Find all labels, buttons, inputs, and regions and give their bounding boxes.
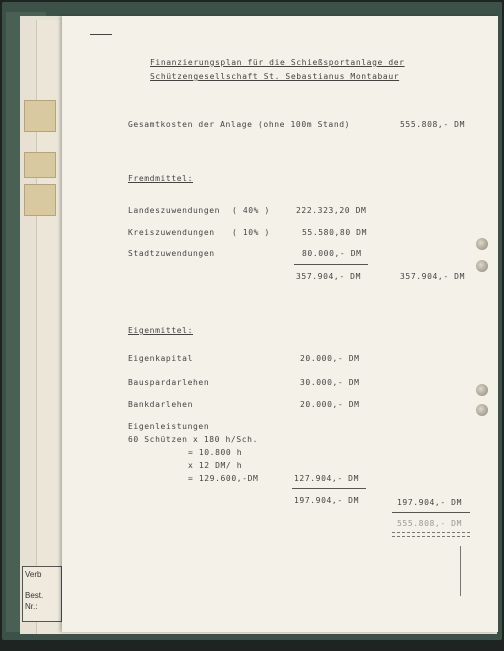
eigen-carry: 197.904,- DM (397, 498, 462, 507)
index-tab (24, 152, 56, 178)
document-page (62, 16, 498, 632)
pencil-mark (90, 34, 112, 35)
fremd-value: 80.000,- DM (302, 249, 362, 258)
title-line-2: Schützengesellschaft St. Sebastianus Montabaur (150, 72, 400, 81)
folder-label (22, 566, 62, 622)
sum-line (294, 264, 368, 265)
punch-hole (476, 238, 488, 250)
fremd-label: Landeszuwendungen (128, 206, 221, 215)
eigen-value: 20.000,- DM (300, 400, 360, 409)
punch-hole (476, 260, 488, 272)
grand-total: 555.808,- DM (397, 519, 462, 528)
calc-line: = 10.800 h (188, 448, 243, 457)
fremd-carry: 357.904,- DM (400, 272, 465, 281)
calc-line: = 129.600,-DM (188, 474, 259, 483)
eigenleistungen-label: Eigenleistungen (128, 422, 210, 431)
eigen-label: Eigenkapital (128, 354, 193, 363)
eigen-label: Bauspardarlehen (128, 378, 210, 387)
calc-line: 60 Schützen x 180 h/Sch. (128, 435, 258, 444)
double-rule (392, 532, 470, 537)
fremd-label: Stadtzuwendungen (128, 249, 215, 258)
index-tab (24, 184, 56, 216)
folder-label-line: Verb (25, 570, 42, 579)
eigen-value: 20.000,- DM (300, 354, 360, 363)
pen-mark (460, 546, 461, 596)
fremd-subtotal: 357.904,- DM (296, 272, 361, 281)
fremd-value: 222.323,20 DM (296, 206, 367, 215)
sum-line (292, 488, 366, 489)
fremd-value: 55.580,80 DM (302, 228, 367, 237)
eigen-label: Bankdarlehen (128, 400, 193, 409)
eigenmittel-heading: Eigenmittel: (128, 326, 193, 335)
title-line-1: Finanzierungsplan für die Schießsportanlage der (150, 58, 405, 67)
sum-line (392, 512, 470, 513)
total-cost-label: Gesamtkosten der Anlage (ohne 100m Stand) (128, 120, 351, 129)
total-cost-value: 555.808,- DM (400, 120, 465, 129)
eigen-value: 30.000,- DM (300, 378, 360, 387)
eigen-subtotal: 197.904,- DM (294, 496, 359, 505)
punch-hole (476, 404, 488, 416)
fremd-label: Kreiszuwendungen (128, 228, 215, 237)
fremdmittel-heading: Fremdmittel: (128, 174, 193, 183)
fremd-pct: ( 10% ) (232, 228, 270, 237)
calc-line: x 12 DM/ h (188, 461, 243, 470)
eigenleistungen-value: 127.904,- DM (294, 474, 359, 483)
folder-label-line: Best. (25, 591, 44, 600)
punch-hole (476, 384, 488, 396)
fremd-pct: ( 40% ) (232, 206, 270, 215)
folder-label-line: Nr.: (25, 602, 38, 611)
index-tab (24, 100, 56, 132)
